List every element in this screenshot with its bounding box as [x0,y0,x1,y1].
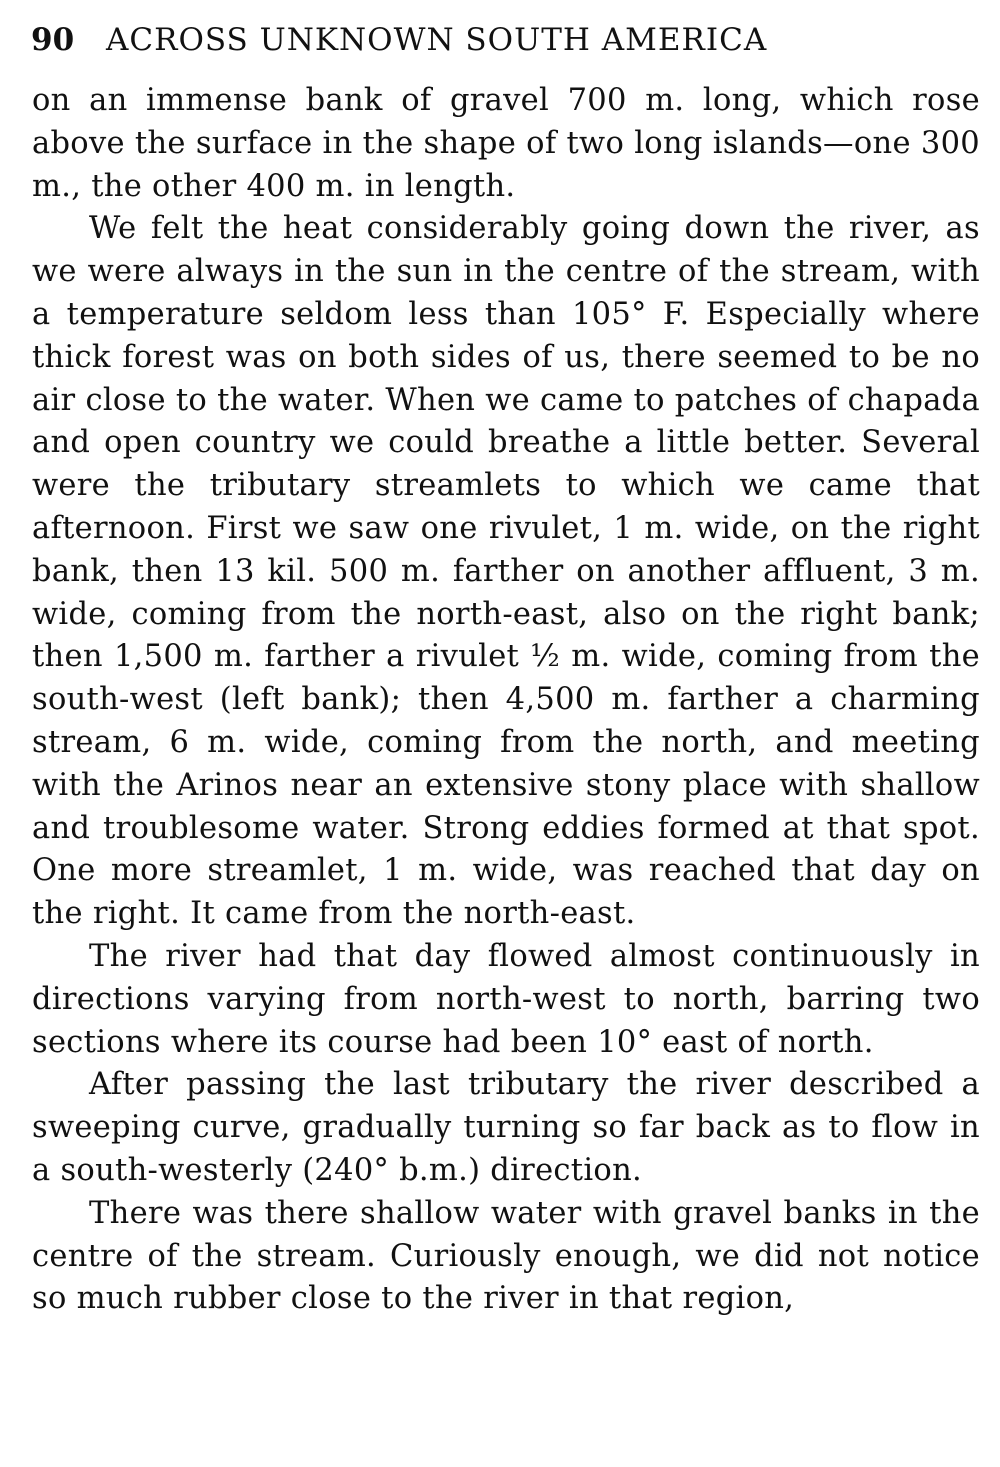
paragraph: There was there shallow water with gravel banks in the centre of the stream. Curiously enough, we did not notice so much rubber close to the river in that region, [32,1195,980,1317]
paragraph-continuation: on an immense bank of gravel 700 m. long, which rose above the surface in the shape of two long islands—one 300 m., the other 400 m. in length. [32,83,980,204]
paragraph: We felt the heat considerably going down the river, as we were always in the sun in the centre of the stream, with a temperature seldom less than 105° F. Especially where thick forest was on both sides of us, there seemed to be no air close to the water. When we came to patches of chapada and open country we could breathe a little better. Several were the tributary streamlets to which we came that afternoon. First we saw one rivulet, 1 m. wide, on the right bank, then 13 kil. 500 m. farther on another affluent, 3 m. wide, coming from the north-east, also on the right bank; then 1,500 m. farther a rivulet ½ m. wide, coming from the south-west (left bank); then 4,500 m. farther a charming stream, 6 m. wide, coming from the north, and meeting with the Arinos near an extensive stony place with shallow and troublesome water. Strong eddies formed at that spot. One more streamlet, 1 m. wide, was reached that day on the right. It came from the north-east. [32,211,980,932]
page-number: 90 [31,22,75,58]
page-header [31,18,981,62]
paragraph: The river had that day flowed almost continuously in directions varying from north-west to north, barring two sections where its course had been 10° east of north. [32,938,980,1060]
paragraph: After passing the last tributary the river described a sweeping curve, gradually turning so far back as to flow in a south-westerly (240° b.m.) direction. [32,1067,980,1188]
body-text [32,80,980,1321]
running-title: ACROSS UNKNOWN SOUTH AMERICA [106,22,768,58]
